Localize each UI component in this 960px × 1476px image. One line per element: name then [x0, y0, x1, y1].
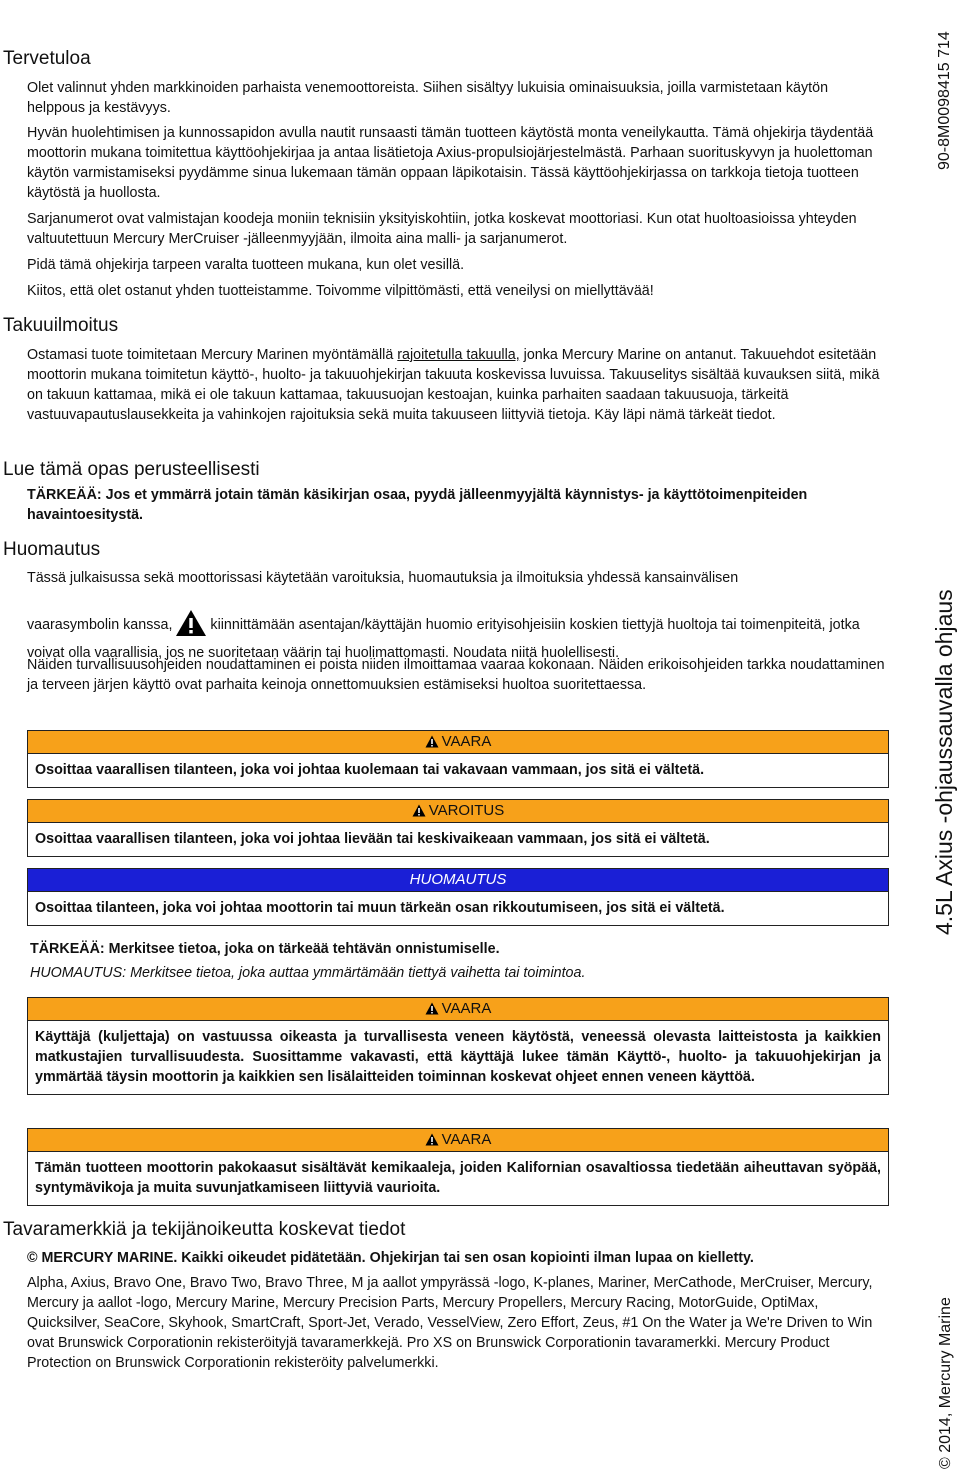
copyright-notice: © MERCURY MARINE. Kaikki oikeudet pidätetään. Ohjekirjan tai sen osan kopiointi ilman lupaa on kielletty. [27, 1250, 754, 1266]
important-definition: TÄRKEÄÄ: Merkitsee tietoa, joka on tärkeää tehtävän onnistumiselle. [30, 941, 500, 957]
notice-box-1 [27, 868, 889, 926]
welcome-paragraph-4: Pidä tämä ohjekirja tarpeen varalta tuotteen mukana, kun olet vesillä. [27, 257, 465, 273]
danger-box-3 [27, 1128, 889, 1206]
note-definition [30, 963, 888, 983]
hazard-symbol-icon [175, 609, 207, 643]
notice-header-1: HUOMAUTUS [28, 869, 888, 892]
sidebar-copyright: © 2014, Mercury Marine [937, 1297, 954, 1469]
warranty-text-pre: Ostamasi tuote toimitetaan Mercury Marinen myöntämällä [27, 347, 398, 363]
notice-text-pre: vaarasymbolin kanssa, [27, 617, 173, 633]
danger-header-1: VAARA [28, 731, 888, 754]
warning-triangle-icon [425, 733, 439, 755]
section-title-read: Lue tämä opas perusteellisesti [3, 459, 260, 480]
notice-paragraph-1: Tässä julkaisussa sekä moottorissasi käytetään varoituksia, huomautuksia ja ilmoituksia yhdessä kansainvälisen [27, 570, 739, 586]
note-label: HUOMAUTUS: [30, 965, 127, 981]
doc-number: 90-8M0098415 714 [936, 31, 953, 170]
warning-triangle-icon [412, 802, 426, 824]
notice-paragraph-3: Näiden turvallisuusohjeiden noudattaminen ei poista niiden ilmoittamaa vaaraa kokonaan. Näiden erikoisohjeiden tarkka noudattaminen ja terveen järjen käyttö ovat parhaita keinoja onnettomuuksien estämiseksi huoltoa suoritettaessa. [27, 657, 885, 693]
note-text: Merkitsee tietoa, joka auttaa ymmärtämään tiettyä vaihetta tai toimintoa. [126, 965, 586, 981]
danger-body-3: Tämän tuotteen moottorin pakokaasut sisältävät kemikaaleja, joiden Kalifornian osavaltiossa tiedetään aiheuttavan syöpää, syntymävikoja ja muita suvunjatkamiseen liittyviä vaurioita. [35, 1160, 881, 1196]
section-title-notice: Huomautus [3, 539, 101, 560]
section-title-trademarks: Tavaramerkkiä ja tekijänoikeutta koskevat tiedot [3, 1219, 406, 1240]
warranty-text-post: jonka Mercury Marine on antanut. Takuuehdot esitetään moottorin mukana toimitetun käyttö-, huolto- ja takuuohjekirjan takuuta koskevissa luvuissa. Takuuselitys sisältää kuvauksen siitä, mikä on takuun kattamaa, mikä ei ole takuun kattamaa, takuusuojan kestoajan, kuinka parhaiten saadaan takuusuoja, tärkeitä vastuuvapautuslausekkeita ja vahinkojen rajoituksia sekä muita takuuseen liittyviä tietoja. Käy läpi nämä tärkeät tiedot. [27, 347, 880, 423]
warranty-paragraph [27, 345, 885, 425]
danger-body-2: Käyttäjä (kuljettaja) on vastuussa oikeasta ja turvallisesta veneen käytöstä, veneessä olevasta laitteistosta ja kaikkien matkustajien turvallisuudesta. Suosittamme vakavasti, että käyttäjä lukee tämän Käyttö-, huolto- ja takuuohjekirjan ja ymmärtää täysin moottorin ja kaikkien sen lisälaitteiden toiminnan koskevat ohjeet ennen veneen käyttöä. [35, 1029, 881, 1085]
notice-text-post: kiinnittämään asentajan/käyttäjän huomio erityisohjeisiin koskien tiettyjä huoltoja tai toimenpiteitä, jotka voivat olla vaarallisia, jos ne suoritetaan väärin tai huolimattomasti. Noudata niitä huolellisesti. [27, 617, 860, 661]
danger-header-2: VAARA [28, 998, 888, 1021]
welcome-paragraph-2: Hyvän huolehtimisen ja kunnossapidon avulla nautit runsaasti tämän tuotteen käytöstä monta veneilykautta. Tämä ohjekirja täydentää moottorin mukana toimitettua käyttöohjekirjaa ja antaa lisätietoja Axius-propulsiojärjestelmästä. Parhaan suorituskyvyn ja huolettoman käytön varmistamiseksi pyydämme sinua lukemaan tämän oppaan läpikotaisin. Tässä käyttöohjekirjassa on tarkkoja tietoja tuotteen käytöstä ja huollosta. [27, 125, 874, 201]
warning-triangle-icon [425, 1131, 439, 1153]
danger-body-1: Osoittaa vaarallisen tilanteen, joka voi johtaa kuolemaan tai vakavaan vammaan, jos sitä ei vältetä. [35, 762, 705, 778]
warning-triangle-icon [425, 1000, 439, 1022]
warning-box-1 [27, 799, 889, 857]
danger-box-1 [27, 730, 889, 788]
warning-header-1: VAROITUS [28, 800, 888, 823]
manual-title: 4.5L Axius -ohjaussauvalla ohjaus [931, 589, 957, 935]
welcome-paragraph-3: Sarjanumerot ovat valmistajan koodeja moniin teknisiin yksityiskohtiin, jotka koskevat moottoriasi. Kun otat huoltoasioissa yhteyden valtuutettuun Mercury MerCruiser -jälleenmyyjään, ilmoita aina malli- ja sarjanumerot. [27, 211, 857, 247]
danger-box-2 [27, 997, 889, 1095]
read-important: TÄRKEÄÄ: Jos et ymmärrä jotain tämän käsikirjan osaa, pyydä jälleenmyyjältä käynnistys- ja käyttötoimenpiteiden havaintoesitystä. [27, 487, 808, 523]
section-title-warranty: Takuuilmoitus [3, 315, 119, 336]
danger-header-3: VAARA [28, 1129, 888, 1152]
limited-warranty-link[interactable]: rajoitetulla takuulla, [397, 347, 520, 363]
welcome-paragraph-5: Kiitos, että olet ostanut yhden tuotteistamme. Toivomme vilpittömästi, että veneilysi on miellyttävää! [27, 283, 654, 299]
notice-body-1: Osoittaa tilanteen, joka voi johtaa moottorin tai muun tärkeän osan rikkoutumiseen, jos sitä ei vältetä. [35, 900, 725, 916]
section-title-welcome: Tervetuloa [3, 48, 91, 69]
warning-body-1: Osoittaa vaarallisen tilanteen, joka voi johtaa lievään tai keskivaikeaan vammaan, jos sitä ei vältetä. [35, 831, 710, 847]
welcome-paragraph-1: Olet valinnut yhden markkinoiden parhaista venemoottoreista. Siihen sisältyy lukuisia ominaisuuksia, joilla varmistetaan käytön helppous ja kestävyys. [27, 80, 829, 116]
trademarks-paragraph: Alpha, Axius, Bravo One, Bravo Two, Bravo Three, M ja aallot ympyrässä -logo, K-planes, Mariner, MerCathode, MerCruiser, Mercury, Mercury ja aallot -logo, Mercury Marine, Mercury Precision Parts, Mercury Propellers, Mercury Racing, MotorGuide, OptiMax, Quicksilver, SeaCore, Skyhook, SmartCraft, Sport-Jet, Verado, VesselView, Zero Effort, Zeus, #1 On the Water ja We're Driven to Win ovat Brunswick Corporationin rekisteröityjä tavaramerkkejä. Pro XS on Brunswick Corporationin tavaramerkki. Mercury Product Protection on Brunswick Corporationin rekisteröity palvelumerkki. [27, 1275, 873, 1371]
